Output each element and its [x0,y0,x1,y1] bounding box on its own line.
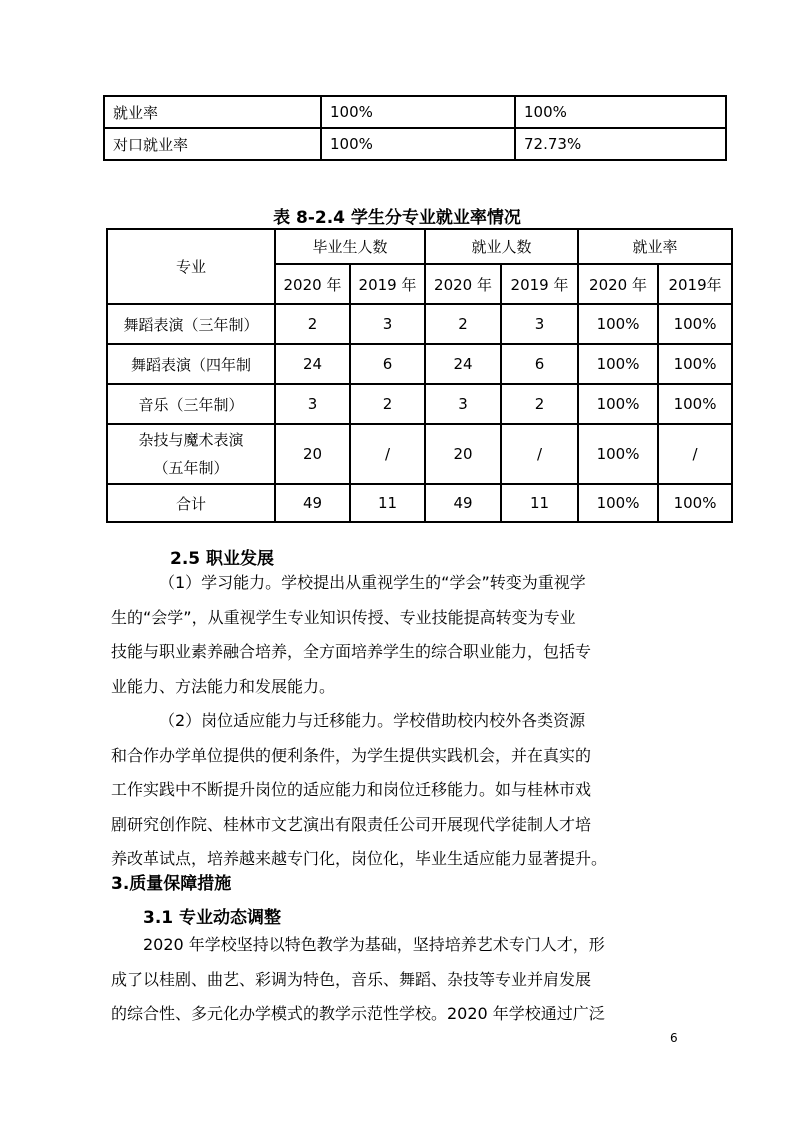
table-cell: 100% [321,96,515,128]
header-major: 专业 [107,229,275,304]
text-line: 生的“会学”，从重视学生专业知识传授、专业技能提高转变为专业 [111,607,576,627]
table-row [107,304,732,344]
table-cell: 20 [275,424,350,484]
text-line: 剧研究创作院、桂林市文艺演出有限责任公司开展现代学徒制人才培 [111,814,592,834]
table-cell: 100% [658,384,732,424]
table-cell: 100% [578,384,658,424]
header-rate: 就业率 [578,229,732,264]
table-cell: 100% [578,344,658,384]
header-row [107,229,732,264]
major-name: 舞蹈表演（四年制 [107,344,275,384]
total-row [107,484,732,522]
table-cell: 2 [501,384,578,424]
table-cell: 100% [658,484,732,522]
header-year: 2020 年 [275,264,350,304]
table-cell: 6 [350,344,425,384]
table-cell: 100% [578,424,658,484]
table-cell: 20 [425,424,501,484]
table-row [107,384,732,424]
table-cell: 100% [658,344,732,384]
header-graduates: 毕业生人数 [275,229,425,264]
table-row [107,424,732,484]
table-cell: 100% [321,128,515,160]
paragraph-learning-ability [111,566,731,704]
header-year: 2020 年 [578,264,658,304]
text-line: 和合作办学单位提供的便利条件，为学生提供实践机会，并在真实的 [111,745,592,765]
paragraph-adaptability [111,704,731,877]
text-line: 2020 年学校坚持以特色教学为基础，坚持培养艺术专门人才，形 [143,935,605,954]
employment-summary-table [103,95,727,161]
section-heading-3: 3.质量保障措施 [111,874,232,894]
table-cell: 对口就业率 [104,128,321,160]
table-cell: 3 [350,304,425,344]
paragraph-program-adjustment [111,928,731,1032]
table-cell: 6 [501,344,578,384]
table-cell: 3 [425,384,501,424]
text-line: 技能与职业素养融合培养，全方面培养学生的综合职业能力，包括专 [111,642,592,661]
major-name [107,424,275,484]
section-heading-3-1: 3.1 专业动态调整 [143,908,282,928]
table-cell: 11 [501,484,578,522]
header-year: 2019 年 [350,264,425,304]
header-employed: 就业人数 [425,229,578,264]
table-row [107,344,732,384]
major-employment-table [106,228,733,523]
table-cell: 2 [425,304,501,344]
table-cell: 100% [658,304,732,344]
table-cell: 11 [350,484,425,522]
table-cell: 2 [350,384,425,424]
table-cell: 100% [578,484,658,522]
text-line: 工作实践中不断提升岗位的适应能力和岗位迁移能力。如与桂林市戏 [111,780,592,799]
major-name: 音乐（三年制） [107,384,275,424]
table-cell: 49 [275,484,350,522]
table-cell: 72.73% [515,128,726,160]
table-cell: 24 [425,344,501,384]
text-line: （2）岗位适应能力与迁移能力。学校借助校内校外各类资源 [159,711,586,730]
major-name-line: 杂技与魔术表演 [138,431,244,449]
table-cell: 24 [275,344,350,384]
table-caption: 表 8-2.4 学生分专业就业率情况 [273,208,521,228]
text-line: 养改革试点，培养越来越专门化，岗位化，毕业生适应能力显著提升。 [111,849,608,868]
table-row [104,128,726,160]
table-cell: 100% [515,96,726,128]
major-name: 合计 [107,484,275,522]
page-number: 6 [670,1031,678,1045]
text-line: （1）学习能力。学校提出从重视学生的“学会”转变为重视学 [159,573,586,592]
table-cell: / [350,424,425,484]
section-heading-2-5: 2.5 职业发展 [170,549,275,569]
table-cell: / [658,424,732,484]
table-cell: 100% [578,304,658,344]
major-name: 舞蹈表演（三年制） [107,304,275,344]
table-cell: 就业率 [104,96,321,128]
table-cell: / [501,424,578,484]
table-row [104,96,726,128]
text-line: 成了以桂剧、曲艺、彩调为特色，音乐、舞蹈、杂技等专业并肩发展 [111,969,592,989]
major-name-line: （五年制） [153,459,229,477]
table-cell: 3 [275,384,350,424]
header-year: 2019年 [658,264,732,304]
header-year: 2020 年 [425,264,501,304]
table-cell: 3 [501,304,578,344]
text-line: 业能力、方法能力和发展能力。 [111,676,336,696]
text-line: 的综合性、多元化办学模式的教学示范性学校。2020 年学校通过广泛 [111,1004,605,1023]
table-cell: 2 [275,304,350,344]
header-year: 2019 年 [501,264,578,304]
table-cell: 49 [425,484,501,522]
